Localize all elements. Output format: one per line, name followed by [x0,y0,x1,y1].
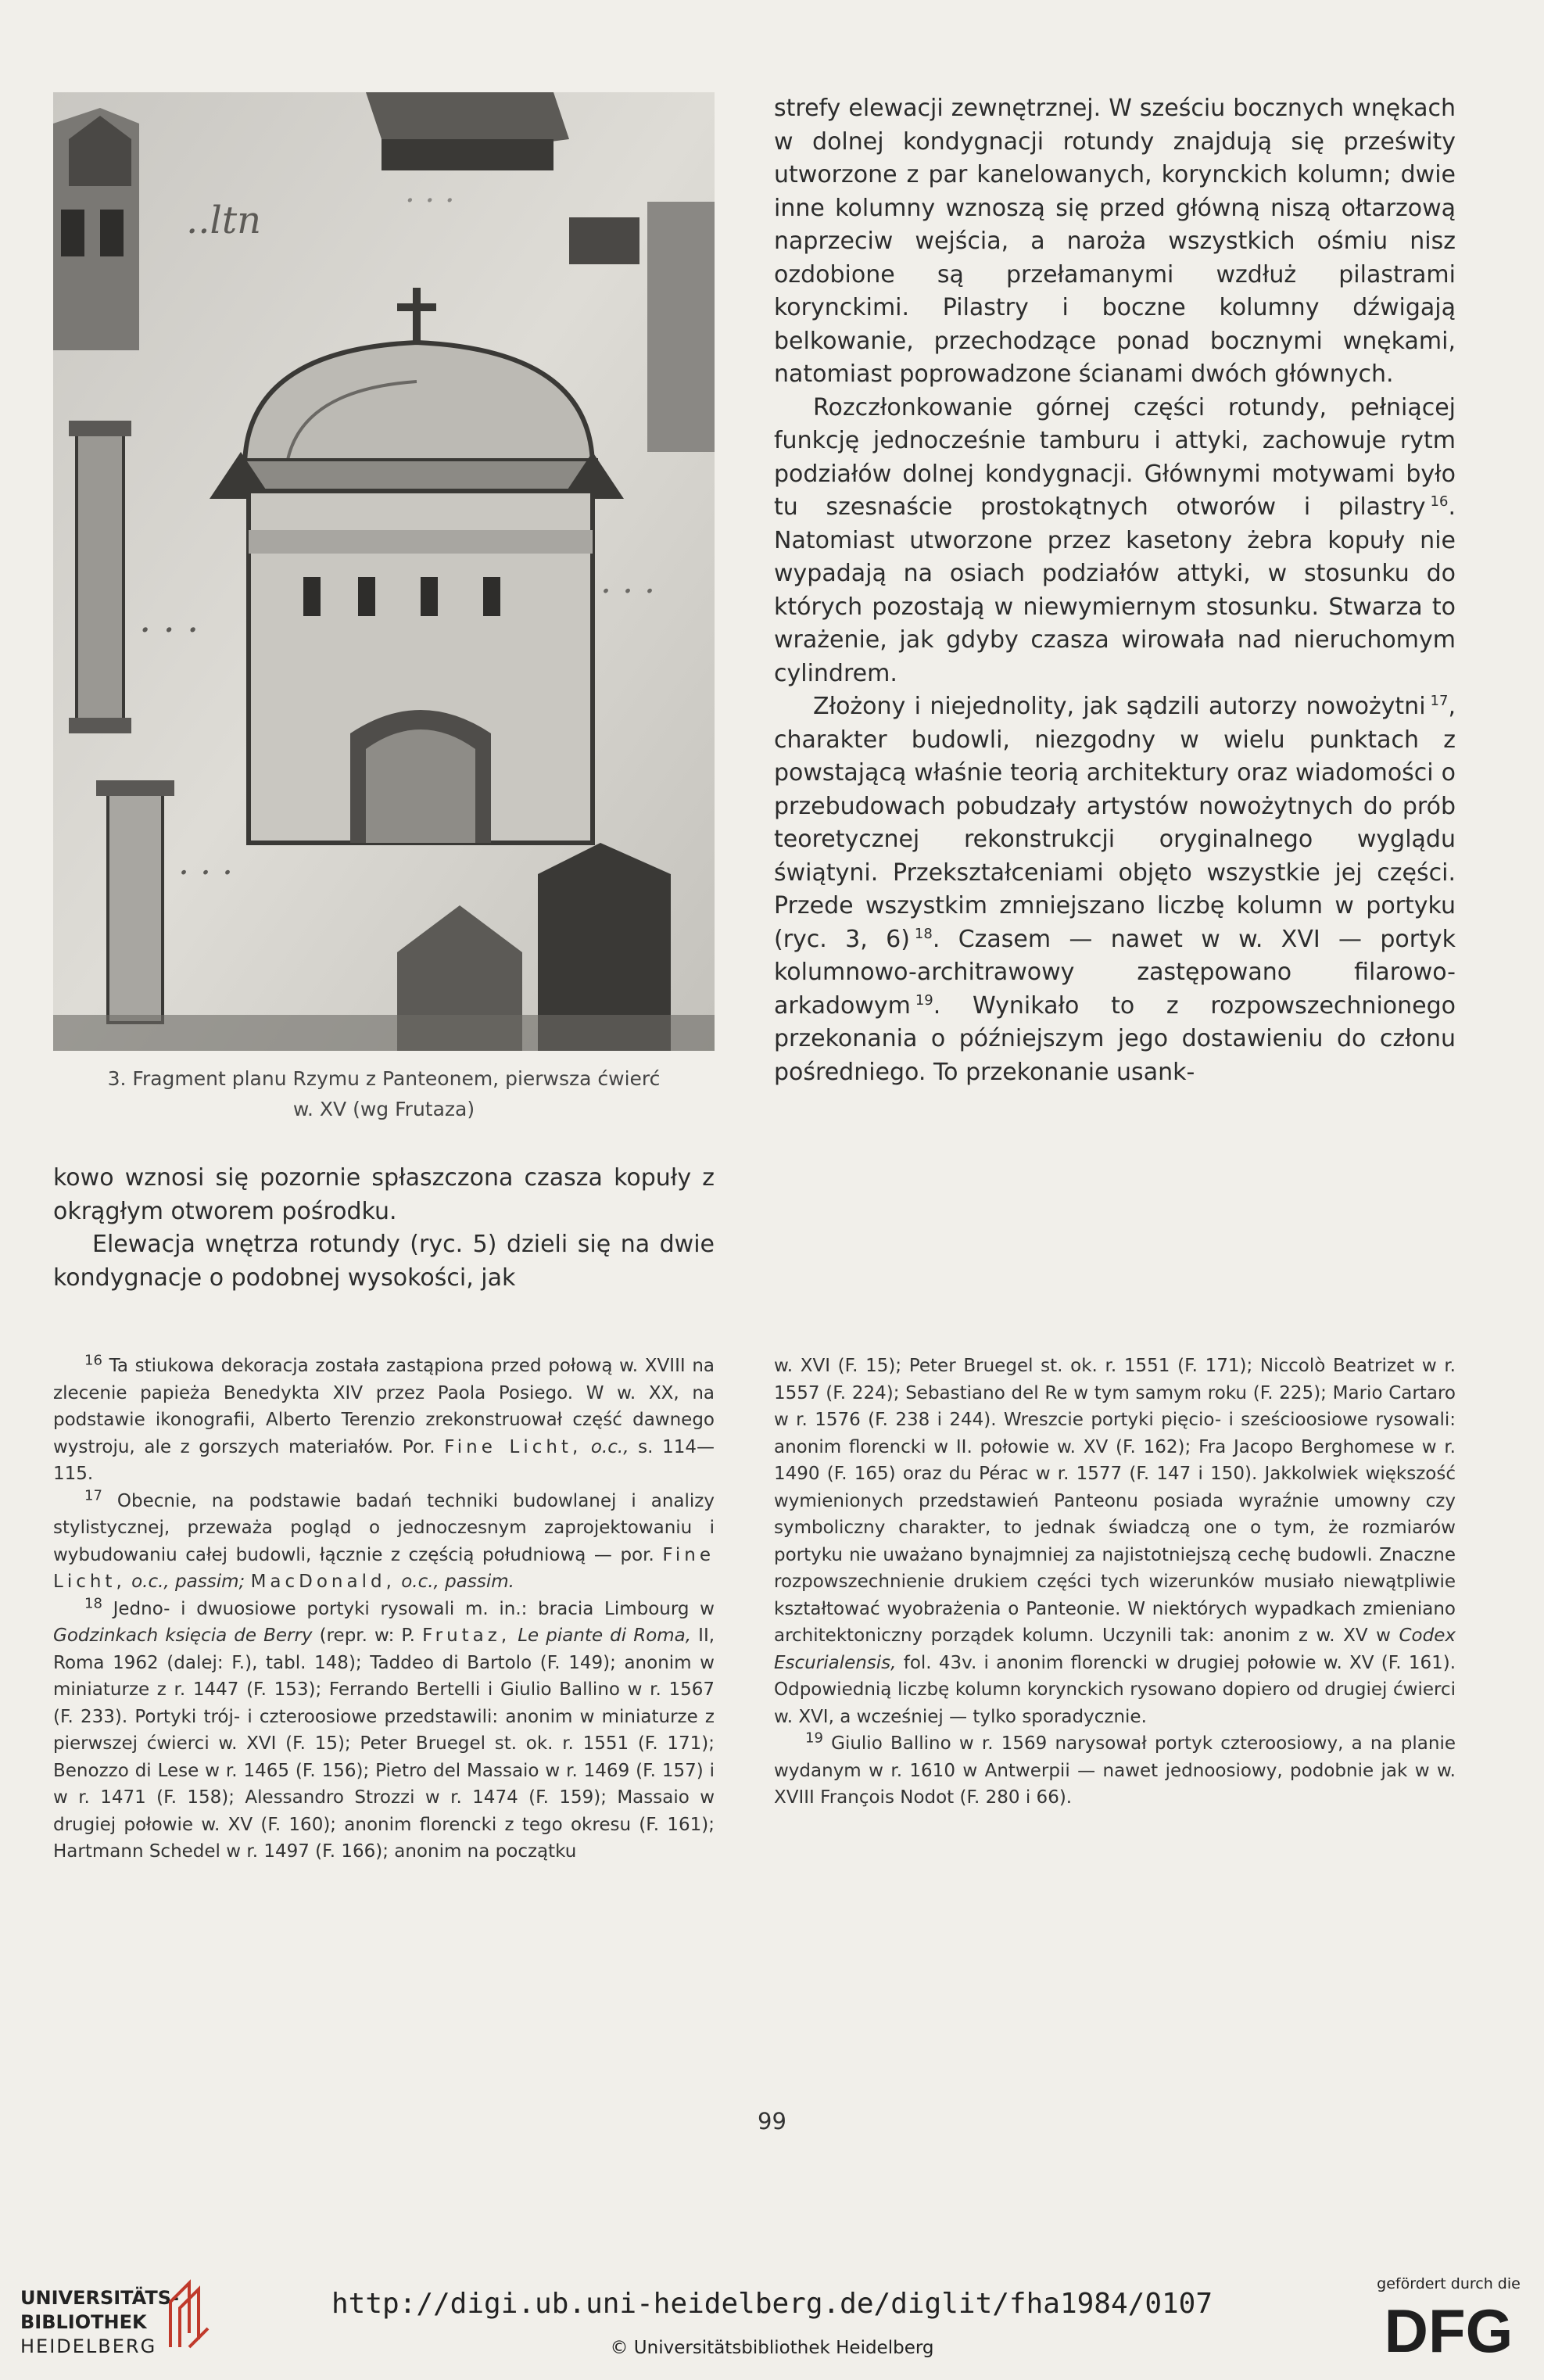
book-title: Godzinkach księcia de Berry [53,1625,313,1646]
left-column-body [53,1162,715,1295]
footnote-number: 18 [84,1594,102,1611]
right-column-body [774,92,1456,1089]
author-name: Fine Licht, [53,1544,715,1592]
paragraph-rozczlonkowanie [774,392,1456,691]
svg-text:. . .: . . . [139,597,199,641]
footnote-19 [774,1730,1456,1812]
text-span: Ta stiukowa dekoracja została zastąpiona przed połową w. XVIII na zlecenie papieża Benedykta XIV przez Paola Posiego. W w. XX, na podstawie ikonografii, Alberto Terenzio zrekonstruował część dawnego wystroju, ale z gorszych materiałów. Por. [53,1356,715,1457]
text-span: (repr. w: P. [319,1625,415,1646]
footnote-18-continued [774,1353,1456,1730]
caption-line-2: w. XV (wg Frutaza) [292,1098,475,1120]
copyright-notice: © Universitätsbibliothek Heidelberg [610,2338,934,2358]
library-line-2: BIBLIOTHEK [20,2311,147,2333]
book-title: Codex Escurialensis, [774,1625,1456,1673]
svg-text:. . .: . . . [600,561,655,601]
footnote-ref-18[interactable]: 18 [914,925,933,942]
footnote-16 [53,1353,715,1488]
pantheon-illustration [53,92,715,1051]
footnote-number: 19 [805,1729,823,1747]
text-span: , charakter budowli, niezgodny w wielu punktach z powstającą właśnie teorią architektury oraz wiadomości o przebudowach pobudzały artystów nowożytnych do prób teoretycznej rekonstrukcji oryginalnego wyglądu świątyni. Przekształceniami objęto wszystkie jej części. Przede wszystkim zmniejszano liczbę kolumn w portyku (ryc. 3, 6) [774,693,1456,953]
author-name: Fine Licht, [444,1436,582,1457]
svg-text:. . .: . . . [405,174,455,210]
svg-text:..ltn: ..ltn [186,199,262,242]
page-number: 99 [758,2108,786,2134]
book-title: Le piante di Roma, [518,1625,692,1646]
footnote-number: 17 [84,1486,102,1504]
text-span: . Wynikało to z rozpowszechnionego przekonania o późniejszym jego dostawieniu do członu pośredniego. To przekonanie usank- [774,991,1456,1086]
citation-oc: o.c., passim. [401,1572,514,1592]
footnote-number: 16 [84,1352,102,1369]
citation-oc: o.c., passim; [131,1572,245,1592]
citation-oc: o.c., [590,1436,629,1457]
figure-plan-of-rome [53,92,715,1051]
caption-line-1: 3. Fragment planu Rzymu z Panteonem, pierwsza ćwierć [107,1067,661,1090]
dfg-logo [1374,2294,1523,2364]
author-name: Frutaz, [422,1625,511,1646]
footnote-ref-17[interactable]: 17 [1430,693,1449,709]
text-span: . Czasem — nawet w w. XVI — portyk kolumnowo-architrawowy zastępowano filarowo-arkadowym [774,925,1456,1020]
text-span: II, Roma 1962 (dalej: F.), tabl. 148); Taddeo di Bartolo (F. 149); anonim w miniaturze z r. 1447 (F. 153); Ferrando Bertelli i Giulio Ballino w r. 1567 (F. 233). Portyki trój- i czteroosiowe przedstawili: anonim w miniaturze z pierwszej ćwierci w. XVI (F. 15); Peter Bruegel st. ok. r. 1551 (F. 171); Benozzo di Lese w r. 1465 (F. 156); Pietro del Massaio w r. 1469 (F. 157) i w r. 1471 (F. 158); Alessandro Strozzi w r. 1474 (F. 159); Massaio w drugiej połowie w. XV (F. 160); anonim florencki z tego okresu (F. 161); Hartmann Schedel w r. 1497 (F. 166); anonim na początku [53,1625,715,1862]
dfg-logo-text: DFG [1384,2296,1514,2364]
author-name: MacDonald, [250,1572,396,1592]
text-span: Złożony i niejednolity, jak sądzili autorzy nowożytni [813,693,1426,720]
text-span: Obecnie, na podstawie badań techniki budowlanej i analizy stylistycznej, przeważa pogląd o jednoczesnym zaprojektowaniu i wybudowaniu całej budowli, łącznie z częścią południową — por. [53,1490,715,1565]
text-span: s. 114—115. [53,1436,715,1484]
footnote-18 [53,1596,715,1866]
text-span: Jedno- i dwuosiowe portyki rysowali m. in.: bracia Limbourg w [113,1598,715,1619]
text-span: Rozczłonkowanie górnej części rotundy, pełniącej funkcję jednocześnie tamburu i attyki, zachowuje rytm podziałów dolnej kondygnacji. Głównymi motywami było tu szesnaście prostokątnych otworów i pilastry [774,393,1456,521]
text-span: Giulio Ballino w r. 1569 narysował portyk czteroosiowy, a na planie wydanym w r. 1610 w Antwerpii — nawet jednoosiowy, podobnie jak w w. XVIII François Nodot (F. 280 i 66). [774,1733,1456,1808]
text-span: fol. 43v. i anonim florencki w drugiej połowie w. XV (F. 161). Odpowiednią liczbę kolumn korynckich rysowano dopiero od drugiej ćwierci w. XVI, a wcześniej — tylko sporadycznie. [774,1652,1456,1727]
footnote-17 [53,1488,715,1596]
paragraph-elewacja: Elewacja wnętrza rotundy (ryc. 5) dzieli się na dwie kondygnacje o podobnej wysokości, jak [53,1231,715,1292]
paragraph-zlozony [774,690,1456,1089]
svg-text:. . .: . . . [178,843,233,883]
footnotes-left [53,1353,715,1866]
paragraph-strefy: strefy elewacji zewnętrznej. W sześciu bocznych wnękach w dolnej kondygnacji rotundy znajdują się prześwity utworzone z par kanelowanych, korynckich kolumn; dwie inne kolumny wznoszą się przed główną niszą ołtarzową naprzeciw wejścia, a naroża wszystkich ośmiu nisz ozdobione są przełamanymi wzdłuż pilastrami korynckimi. Pilastry i boczne kolumny dźwigają belkowanie, przechodzące ponad bocznymi wnękami, natomiast poprowadzone ścianami dwóch głównych. [774,95,1456,388]
footnote-ref-19[interactable]: 19 [915,991,933,1009]
library-line-1: UNIVERSITÄTS- [20,2287,180,2309]
figure-caption [53,1063,715,1124]
document-url-link[interactable]: http://digi.ub.uni-heidelberg.de/diglit/fha1984/0107 [331,2288,1213,2320]
footnotes-right [774,1353,1456,1812]
text-span: w. XVI (F. 15); Peter Bruegel st. ok. r. 1551 (F. 171); Niccolò Beatrizet w r. 1557 (F. 224); Sebastiano del Re w tym samym roku (F. 225); Mario Cartaro w r. 1576 (F. 238 i 244). Wreszcie portyki pięcio- i sześcioosiowe rysowali: anonim florencki w II. połowie w. XV (F. 162); Fra Jacopo Berghomese w r. 1490 (F. 165) oraz du Pérac w r. 1577 (F. 147 i 150). Jakkolwiek większość wymienionych przedstawień Panteonu posiada wyraźnie umowny czy symboliczny charakter, to jednak świadczą one o tym, że rozmiarów portyku nie uważano bynajmniej za najistotniejszą cechę budowli. Znaczne rozpowszechnienie drukiem części tych wizerunków musiało niewątpliwie kształtować wyobrażenia o Panteonie. W niektórych wypadkach zmieniano architektoniczny porządek kolumn. Uczynili tak: anonim z w. XV w [774,1356,1456,1646]
text-span: . Natomiast utworzone przez kasetony żebra kopuły nie wypadają na osiach podziałów attyki, w stosunku do których pozostają w niewymiernym stosunku. Stwarza to wrażenie, jak gdyby czasza wirowała nad nieruchomym cylindrem. [774,493,1456,687]
funding-note: gefördert durch die [1377,2275,1521,2292]
library-line-3: HEIDELBERG [20,2335,157,2357]
paragraph-kopula: kowo wznosi się pozornie spłaszczona czasza kopuły z okrągłym otworem pośrodku. [53,1164,715,1225]
footnote-ref-16[interactable]: 16 [1430,493,1449,510]
